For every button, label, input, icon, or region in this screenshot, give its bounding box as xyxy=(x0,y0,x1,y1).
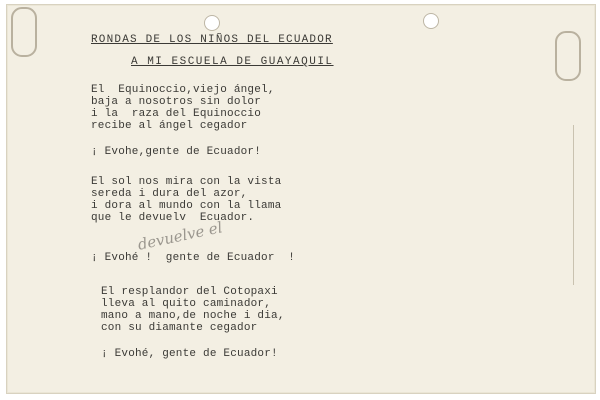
stanza-1-line-4: recibe al ángel cegador xyxy=(91,120,248,132)
poem-title: RONDAS DE LOS NIÑOS DEL ECUADOR xyxy=(91,34,333,46)
stanza-3-line-3: mano a mano,de noche i dia, xyxy=(101,310,285,322)
poem-subtitle: A MI ESCUELA DE GUAYAQUIL xyxy=(131,56,334,68)
paper-clip-mark-right xyxy=(555,31,581,81)
refrain-3: ¡ Evohé, gente de Ecuador! xyxy=(101,348,278,360)
stanza-2-line-1: El sol nos mira con la vista xyxy=(91,176,282,188)
punch-hole-right xyxy=(423,13,439,29)
stanza-3-line-1: El resplandor del Cotopaxi xyxy=(101,286,278,298)
stanza-1-line-1: El Equinoccio,viejo ángel, xyxy=(91,84,275,96)
refrain-1: ¡ Evohe,gente de Ecuador! xyxy=(91,146,262,158)
handwritten-correction: devuelve el xyxy=(136,218,225,254)
fold-mark-right xyxy=(573,125,574,285)
refrain-2: ¡ Evohé ! gente de Ecuador ! xyxy=(91,252,296,264)
punch-hole-left xyxy=(204,15,220,31)
stanza-2-line-3: i dora al mundo con la llama xyxy=(91,200,282,212)
stanza-3-line-2: lleva al quito caminador, xyxy=(101,298,272,310)
stanza-1-line-2: baja a nosotros sin dolor xyxy=(91,96,262,108)
document-sheet xyxy=(6,4,596,394)
stanza-3-line-4: con su diamante cegador xyxy=(101,322,258,334)
stanza-2-line-2: sereda i dura del azor, xyxy=(91,188,248,200)
stanza-2-line-4: que le devuelv Ecuador. xyxy=(91,212,255,224)
paper-clip-mark-left xyxy=(11,7,37,57)
stanza-1-line-3: i la raza del Equinoccio xyxy=(91,108,262,120)
